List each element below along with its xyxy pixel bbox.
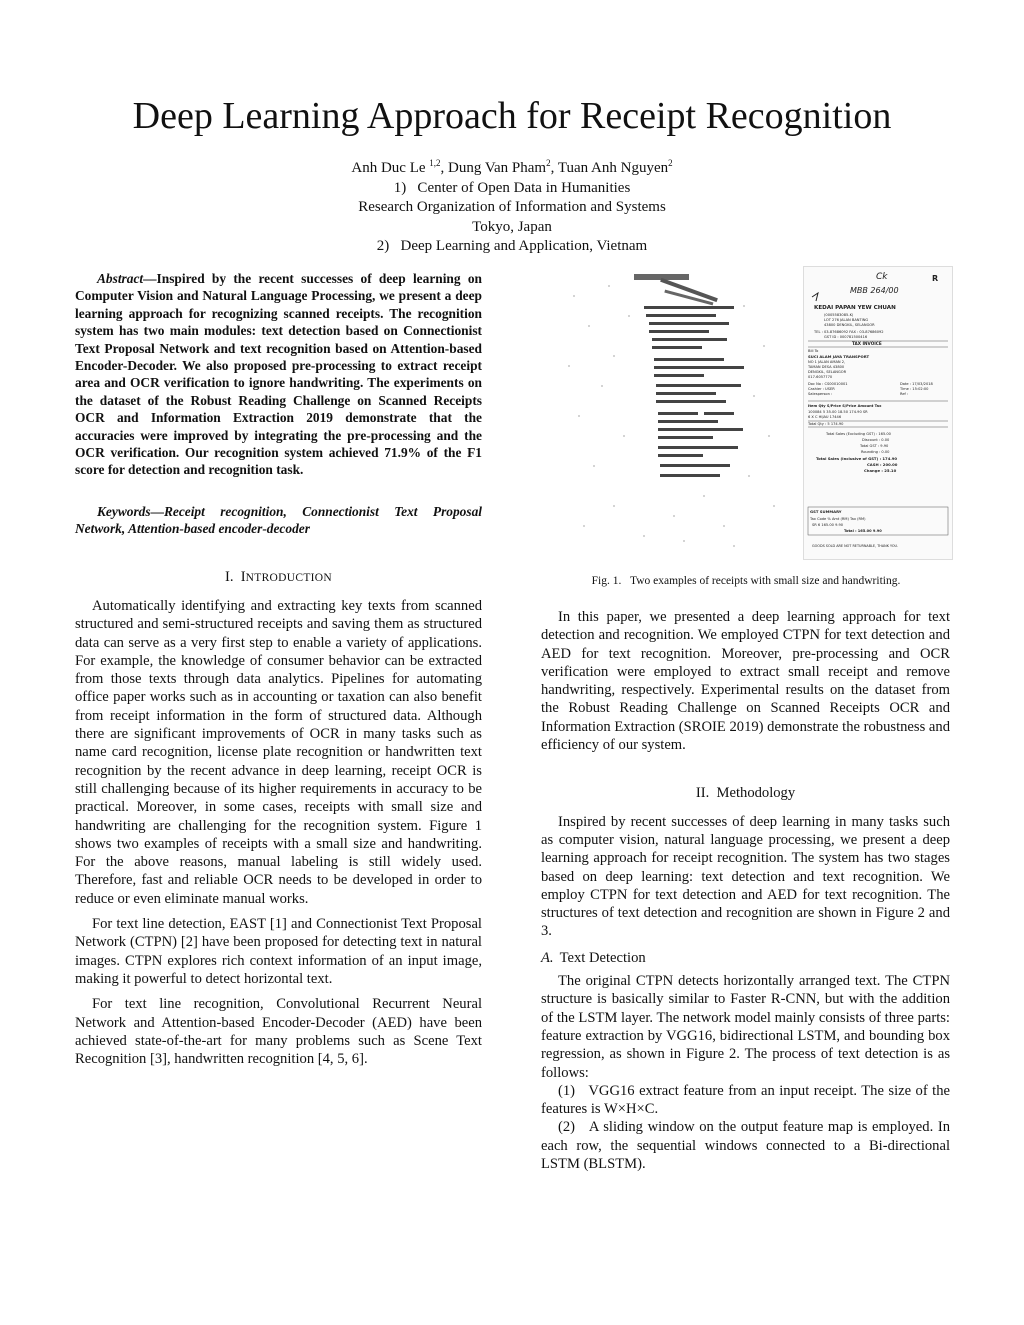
receipt-cashier: Cashier : USER bbox=[808, 387, 835, 391]
intro-heading bbox=[75, 568, 482, 587]
abstract-text: —Inspired by the recent successes of deep learning on Computer Vision and Natural Language Processing, we present a deep learning approach for recognizing scanned receipts. The recognition system has two main modules: text detection based on Connectionist Text Proposal Network and text recognition based on Attention-based Encoder-Decoder. We also proposed pre-processing to extract receipt area and OCR verification to ignore handwriting. The experiments on the dataset of the Robust Reading Challenge on Scanned Receipts OCR and Information Extraction 2019 demonstrate that the accuracies were improved by integrating the pre-processing and the OCR verification. Our recognition system achieved 71.9% of the F1 score for detection and recognition task. bbox=[75, 271, 482, 478]
intro-paragraph-3: For text line recognition, Convolutional Recurrent Neural Network and Attention-based Encoder-Decoder (AED) have been achieved state-of-the-art for many problems such as Scene Text Recognition [3], handwritten recognition [4, 5, 6]. bbox=[75, 996, 482, 1068]
intro-paragraph-4: In this paper, we presented a deep learning approach for text detection and recognition. We employed CTPN for text detection and AED for text recognition. Moreover, pre-processing and OCR verification were employed to extract small receipt and remove handwriting, respectively. Experimental results on the dataset from the Robust Reading Challenge on Scanned Receipts OCR and Information Extraction (SROIE 2019) demonstrate the robustness and efficiency of our system. bbox=[541, 609, 950, 754]
receipt-change: Change : 25.10 bbox=[864, 468, 897, 473]
author-2: , Dung Van Pham bbox=[440, 160, 547, 176]
affiliation-2: 2) Deep Learning and Application, Vietnam bbox=[376, 238, 648, 254]
text-detection-step-2: (2) A sliding window on the output feature map is employed. In each row, the sequential windows connected to a Bi-directional LSTM (BLSTM). bbox=[541, 1119, 950, 1173]
receipt-handwriting-1: Ck bbox=[876, 272, 888, 282]
author-names bbox=[0, 154, 1024, 179]
abstract-label: Abstract bbox=[97, 271, 144, 286]
receipt-item-2: 6 X C HIJAU 17446 bbox=[808, 415, 842, 419]
author-block bbox=[0, 154, 1024, 257]
text-detection-paragraph-1: The original CTPN detects horizontally arranged text. The CTPN structure is basically similar to Faster R-CNN, but with the addition of the LSTM layer. The network model mainly consists of three parts: feature extraction by VGG16, bidirectional LSTM, and bounding box regression, as shown in Figure 2. The process of text detection is as follows: bbox=[541, 973, 950, 1081]
abstract bbox=[75, 270, 482, 479]
receipt-subtotal-4: Rounding : 0.00 bbox=[861, 450, 890, 454]
receipt-total-qty: Total Qty : 5 174.90 bbox=[808, 422, 844, 426]
author-1: Anh Duc Le bbox=[351, 160, 430, 176]
intro-paragraph-1: Automatically identifying and extracting key texts from scanned structured and semi-structured receipts and saving them as structured data can serve as a very first step to enable a variety of applications. For example, the knowledge of consumer behavior can be extracted from those texts through data analytics. Pipelines for automating office paper works such as in accounting or taxation can also benefit from receipt information in the form of structured data. Although there are significant improvements of OCR in many tasks such as name card recognition, license plate recognition or handwritten text recognition by the recent advance in deep learning, receipt OCR is still challenging because of its higher requirements in accuracy to be practical. Moreover, in some cases, receipts with small size and handwriting are challenging for the recognition system. Figure 1 shows two examples of receipts with a small size and handwriting. For the above reasons, manual labeling is still widely used. Therefore, fast and reliable OCR needs to be developed in order to reduce or even eliminate manual works. bbox=[75, 597, 482, 907]
receipt-reg: (0005583085-K) bbox=[824, 313, 854, 317]
receipt-shop-name: KEDAI PAPAN YEW CHUAN bbox=[814, 305, 896, 311]
figure-1-caption: Fig. 1. Two examples of receipts with small size and handwriting. bbox=[591, 575, 901, 587]
receipt-customer-4: DENGKIL, SELANGOR bbox=[808, 370, 847, 374]
methodology-heading: II. Methodology bbox=[695, 785, 796, 802]
affiliation-1-org: Research Organization of Information and Systems bbox=[358, 199, 666, 215]
receipt-ref: Ref : bbox=[900, 392, 909, 396]
receipt-cash: CASH : 200.00 bbox=[867, 462, 898, 467]
receipt-addr-2: 43800 DENGKIL, SELANGOR bbox=[824, 323, 875, 327]
receipt-gst-row-2: Total : 165.00 9.90 bbox=[844, 529, 882, 533]
receipt-handwriting-2: R bbox=[932, 274, 939, 283]
right-column bbox=[541, 608, 950, 1173]
receipt-image-small-handwritten bbox=[554, 266, 784, 556]
receipt-handwriting-3: MBB 264/00 bbox=[850, 286, 899, 295]
receipt-subtotal-5: Total Sales (Inclusive of GST) : 174.90 bbox=[816, 456, 898, 461]
receipt-item-1: 100084 5 35.00 18.50 174.90 SR bbox=[808, 410, 868, 414]
left-column bbox=[75, 270, 482, 1075]
receipt-salesperson: Salesperson : bbox=[808, 392, 833, 396]
intro-number: I. bbox=[224, 568, 234, 585]
figure-1 bbox=[541, 264, 951, 564]
receipt-time: Time : 15:02:00 bbox=[900, 387, 929, 391]
subsection-label: A. bbox=[541, 949, 554, 966]
subsection-title: Text Detection bbox=[559, 949, 646, 966]
paper-title: Deep Learning Approach for Receipt Recognition bbox=[132, 95, 892, 137]
methodology-paragraph-1: Inspired by recent successes of deep learning in many tasks such as computer vision, natural language processing, we present a deep learning approach for receipt recognition. The system has two stages based on deep learning: text detection and text recognition. We employ CTPN for text detection and AED for text recognition. The structures of text detection and recognition are shown in Figure 2 and 3. bbox=[541, 813, 950, 940]
receipt-customer-2: NO 1 JALAN AMAN 2, bbox=[808, 360, 846, 364]
receipt-doc-no: Doc No : CS00010001 bbox=[808, 382, 848, 386]
receipt-gst-row-1: SR 6 165.00 9.90 bbox=[812, 523, 844, 527]
receipt-tel: TEL : 03-87686092 FAX : 03-87686092 bbox=[814, 330, 884, 334]
receipt-customer-5: 017-6057770 bbox=[808, 375, 833, 379]
receipt-footer: GOODS SOLD ARE NOT RETURNABLE, THANK YOU. bbox=[812, 544, 899, 548]
receipt-bill-to: Bill To bbox=[808, 349, 819, 353]
receipt-subtotal-3: Total GST : 9.90 bbox=[860, 444, 889, 448]
receipt-subtotal-1: Total Sales (Excluding GST) : 165.00 bbox=[826, 432, 891, 436]
author-3: , Tuan Anh Nguyen bbox=[550, 160, 669, 176]
receipt-addr-1: LOT 276 JALAN BANTING bbox=[824, 318, 869, 322]
intro-heading-rest: NTRODUCTION bbox=[245, 571, 333, 584]
affiliation-1: 1) Center of Open Data in Humanities bbox=[393, 179, 631, 196]
receipt-subtotal-2: Discount : 0.00 bbox=[862, 438, 890, 442]
receipt-date: Date : 17/03/2018 bbox=[900, 382, 933, 386]
receipt-customer-3: TAMAN DESA 43800 bbox=[808, 365, 845, 369]
intro-heading-initial: I bbox=[240, 568, 246, 585]
intro-paragraph-2: For text line detection, EAST [1] and Connectionist Text Proposal Network (CTPN) [2] have been proposed for detecting text in natural images. CTPN explores rich context information of an input image, making it powerful to detect horizontal text. bbox=[75, 916, 482, 987]
receipt-item-header: Item Qty S/Price S/Price Amount Tax bbox=[808, 404, 882, 408]
receipt-gst-header: Tax Code % Amt (RM) Tax (RM) bbox=[810, 517, 866, 521]
receipt-doc-type: TAX INVOICE bbox=[852, 341, 882, 346]
author-3-affiliation: 2 bbox=[668, 158, 673, 168]
text-detection-step-1: (1) VGG16 extract feature from an input receipt. The size of the features is W×H×C. bbox=[541, 1082, 950, 1118]
receipt-gst-summary: GST SUMMARY bbox=[810, 509, 842, 514]
text-detection-heading bbox=[541, 949, 950, 967]
receipt-customer-1: SUCI ALAM JAYA TRANSPORT bbox=[808, 354, 870, 359]
receipt-image-large bbox=[803, 266, 953, 560]
affiliation-1-location: Tokyo, Japan bbox=[472, 218, 552, 235]
keywords: Keywords—Receipt recognition, Connectionist Text Proposal Network, Attention-based encoder-decoder bbox=[75, 503, 482, 537]
receipt-gst-id: GST ID : 000781500416 bbox=[824, 335, 868, 339]
author-2-affiliation: 2 bbox=[546, 158, 551, 168]
author-1-affiliation: 1,2 bbox=[429, 158, 441, 168]
